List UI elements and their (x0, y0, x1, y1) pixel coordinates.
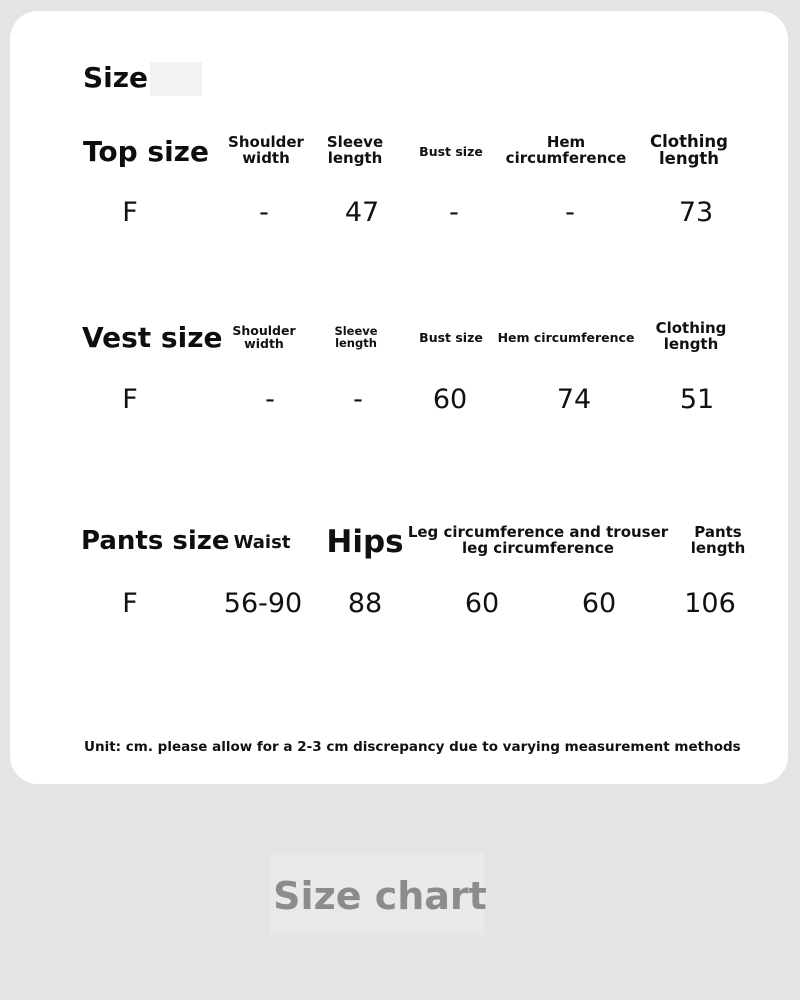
pants-value-waist: 56-90 (223, 588, 303, 619)
top-value-sleeve-length: 47 (344, 197, 380, 228)
top-header-hem-circumference: Hem circumference (505, 133, 627, 167)
vest-row-size: F (122, 384, 138, 415)
title-shadow (150, 62, 202, 96)
pants-value-leg-circumference: 60 (464, 588, 500, 619)
top-header-shoulder-width: Shoulder width (228, 133, 304, 167)
top-header-bust-size: Bust size (419, 144, 483, 159)
vest-value-clothing-length: 51 (679, 384, 715, 415)
pants-header-leg-circumference: Leg circumference and trouser leg circumference (407, 523, 669, 557)
top-value-clothing-length: 73 (678, 197, 714, 228)
vest-header-hem-circumference: Hem circumference (497, 330, 635, 345)
measurement-note: Unit: cm. please allow for a 2-3 cm discrepancy due to varying measurement methods (84, 739, 741, 755)
pants-value-trouser-leg-circumference: 60 (581, 588, 617, 619)
vest-header-sleeve-length: Sleeve length (334, 324, 378, 351)
pants-header-hips: Hips (326, 524, 404, 560)
vest-value-bust-size: 60 (432, 384, 468, 415)
top-header-clothing-length: Clothing length (650, 132, 728, 169)
vest-value-shoulder-width: - (265, 384, 275, 415)
top-value-shoulder-width: - (259, 197, 269, 228)
top-row-size: F (122, 197, 138, 228)
top-header-sleeve-length: Sleeve length (326, 133, 384, 167)
vest-header-bust-size: Bust size (419, 330, 483, 345)
pants-value-hips: 88 (347, 588, 383, 619)
pants-header-pants-length: Pants length (690, 523, 746, 557)
footer-title: Size chart (273, 874, 487, 918)
pants-value-pants-length: 106 (684, 588, 736, 619)
vest-size-title: Vest size (82, 321, 223, 354)
top-size-title: Top size (83, 135, 209, 168)
vest-value-hem-circumference: 74 (556, 384, 592, 415)
pants-header-waist: Waist (233, 532, 291, 553)
pants-row-size: F (122, 588, 138, 619)
vest-header-clothing-length: Clothing length (655, 319, 727, 353)
pants-size-title: Pants size (81, 526, 230, 556)
vest-header-shoulder-width: Shoulder width (232, 323, 296, 352)
vest-value-sleeve-length: - (353, 384, 363, 415)
top-value-hem-circumference: - (565, 197, 575, 228)
top-value-bust-size: - (449, 197, 459, 228)
page-title: Size (83, 61, 149, 94)
